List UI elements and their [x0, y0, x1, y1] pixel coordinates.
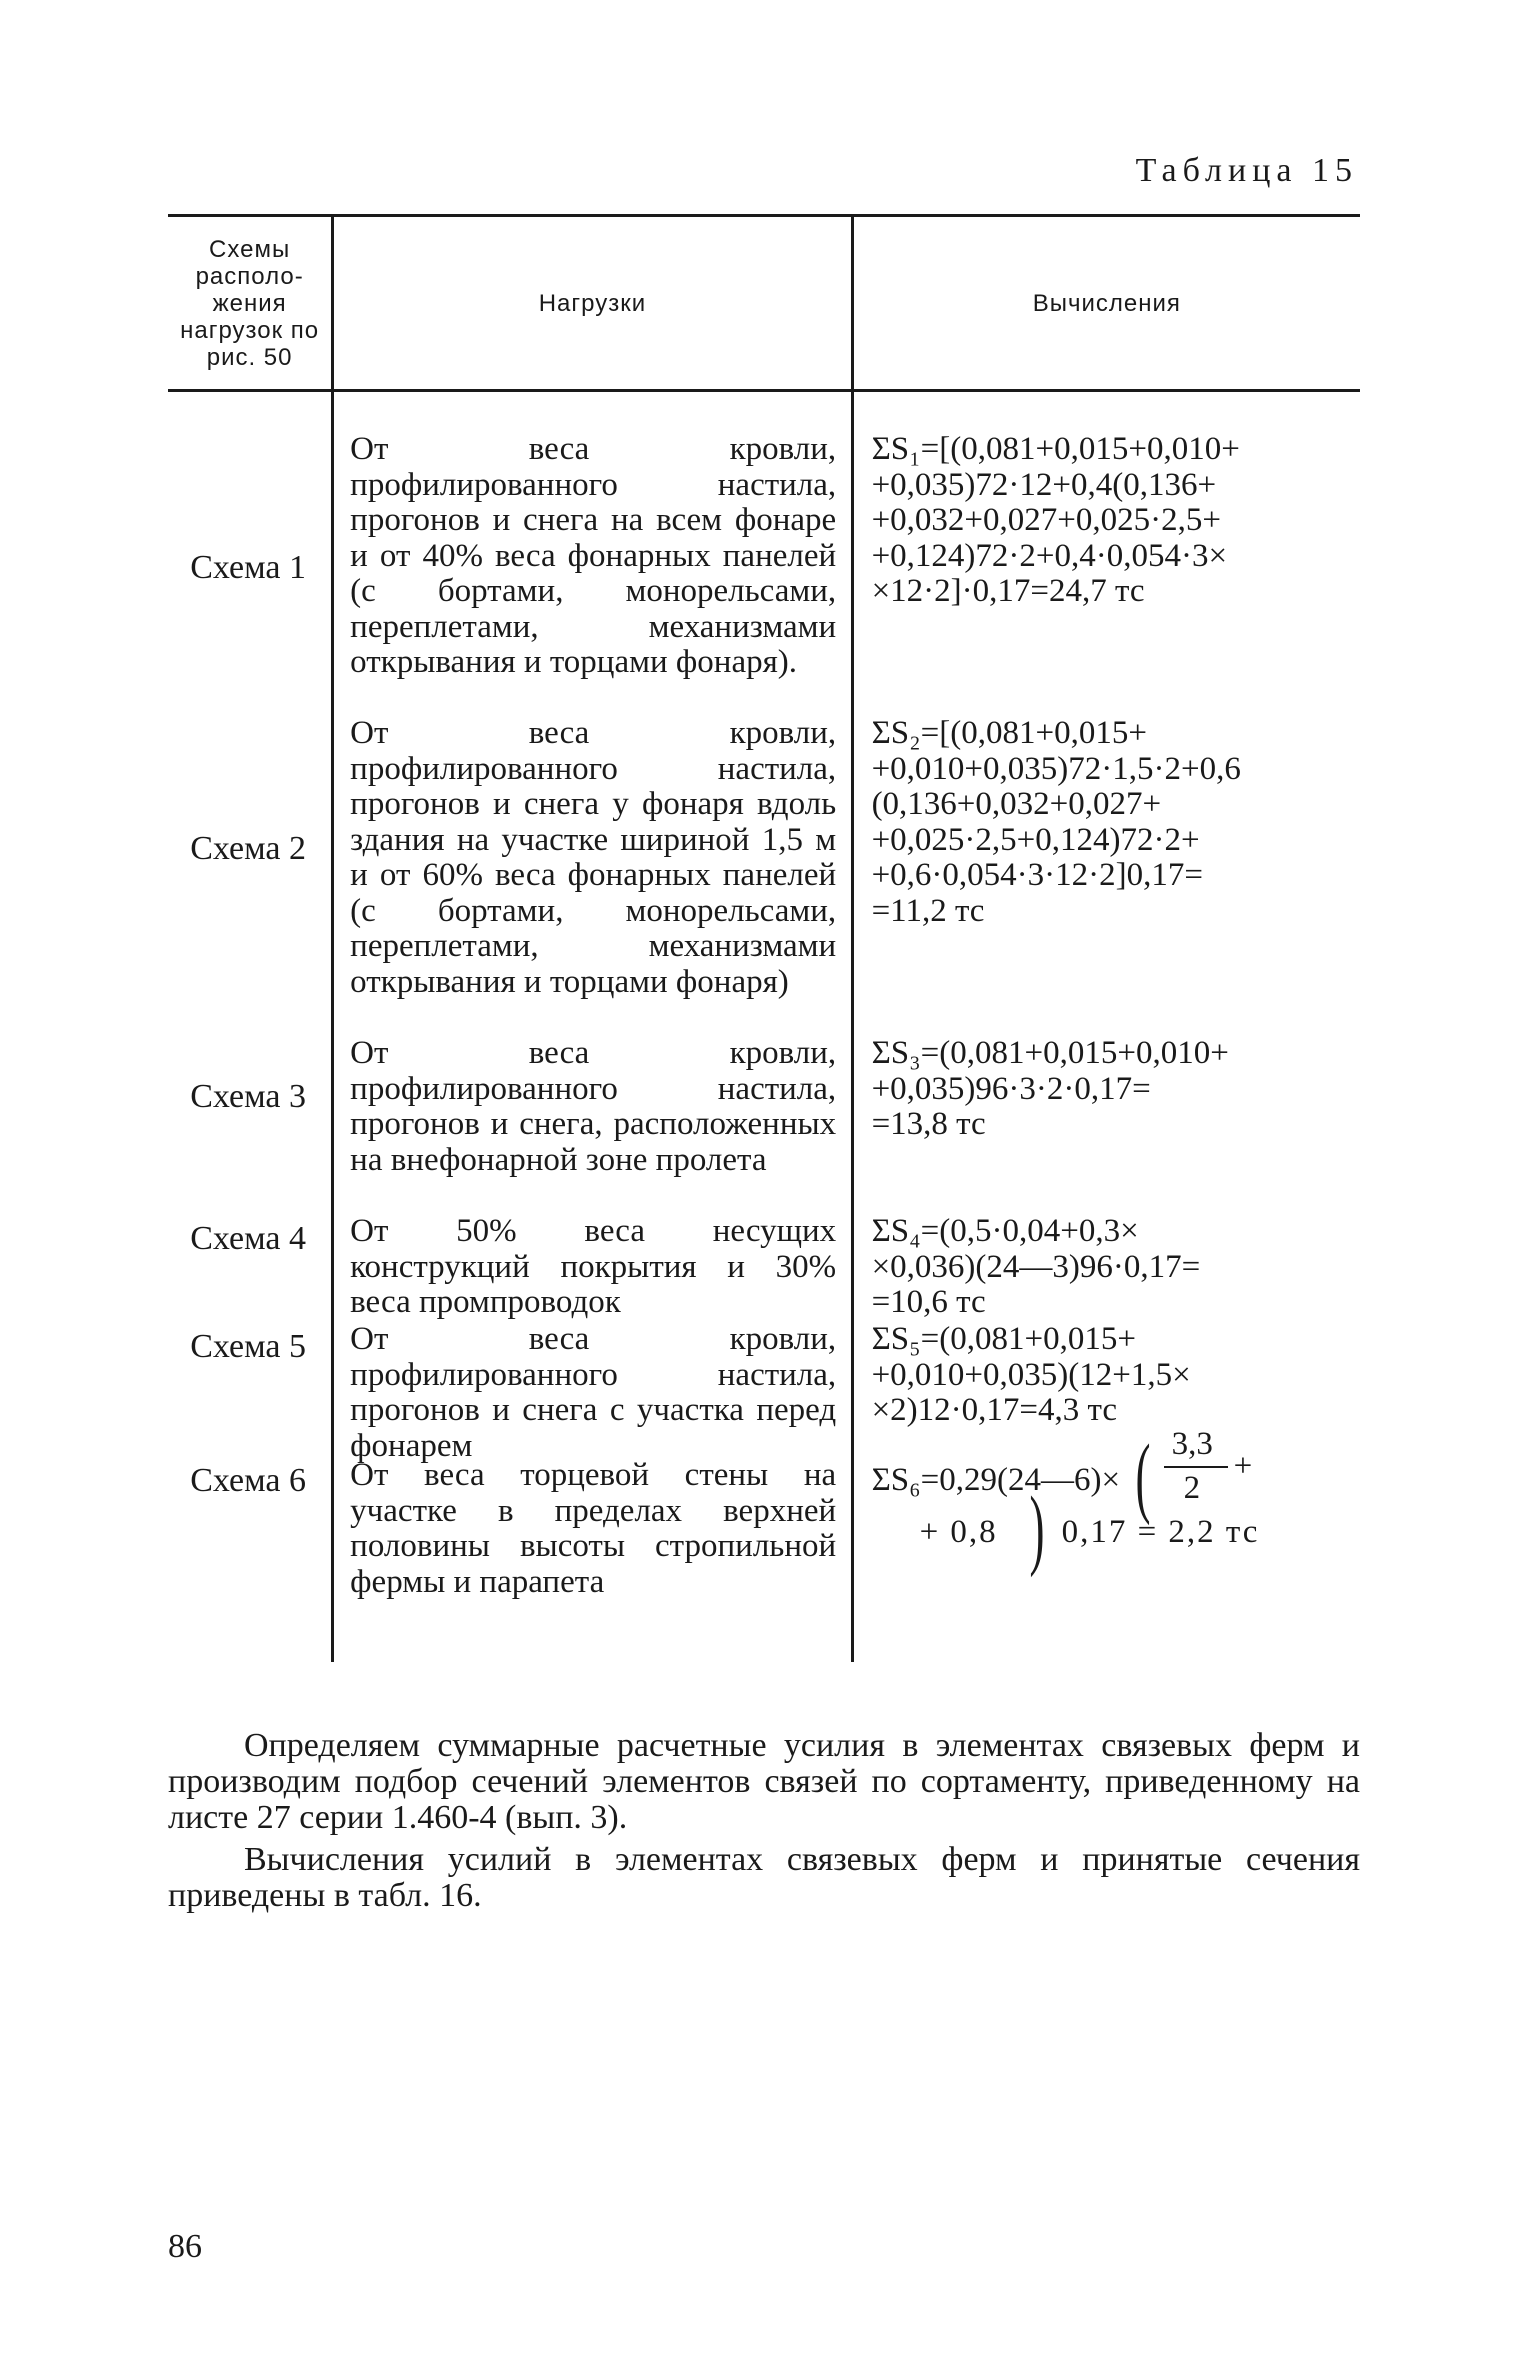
- table-caption: Таблица 15: [1135, 152, 1358, 189]
- load-text-4: От 50% веса несущих конструкций покрытия и 30% веса промпроводок: [350, 1213, 837, 1320]
- formula6-plus: +: [1233, 1448, 1253, 1484]
- formula6-numerator: 3,3: [1171, 1426, 1213, 1462]
- load-text-1: От веса кровли, профилированного настила, прогонов и снега на всем фонаре и от 40% веса фонарных панелей (с бортами, монорельсами, переплетами, механизмами открывания и торцами фонаря).: [350, 431, 837, 680]
- load-text-3: От веса кровли, профилированного настила, прогонов и снега, расположенных на внефонарной зоне пролета: [350, 1035, 837, 1178]
- scheme-label-1: Схема 1: [190, 549, 306, 586]
- scheme-label-2: Схема 2: [190, 830, 306, 867]
- scheme-label-5: Схема 5: [190, 1328, 306, 1365]
- scheme-label-6: Схема 6: [190, 1462, 306, 1499]
- calc-text-5: ΣS₅=(0,081+0,015+ +0,010+0,035)(12+1,5× ×2)12·0,17=4,3 тс: [871, 1321, 1191, 1428]
- formula6-fraction-bar: [1164, 1466, 1228, 1468]
- header-loads: Нагрузки: [331, 217, 850, 389]
- load-text-6: От веса торцевой стены на участке в пределах верхней половины высоты стропильной фермы и парапета: [350, 1457, 837, 1600]
- scheme-label-3: Схема 3: [190, 1078, 306, 1115]
- formula6-denominator: 2: [1183, 1470, 1201, 1506]
- loads-table: [168, 214, 1360, 1662]
- table-body: [168, 392, 1360, 1662]
- header-schemes: Схемы располо-жения нагрузок по рис. 50: [180, 235, 320, 371]
- table-header: [168, 217, 1360, 392]
- formula6-left-paren: (: [1135, 1427, 1151, 1526]
- calc-text-1: ΣS₁=[(0,081+0,015+0,010+ +0,035)72·12+0,4(0,136+ +0,032+0,027+0,025·2,5+ +0,124)72·2+0,4·0,054·3× ×12·2]·0,17=24,7 тс: [871, 431, 1240, 609]
- formula6-right-paren: ): [1029, 1479, 1045, 1578]
- calculations-column: [851, 392, 1360, 1662]
- calc-formula-6: [871, 1422, 1360, 1578]
- schemes-column: [168, 392, 331, 1662]
- paragraph-1: Определяем суммарные расчетные усилия в элементах связевых ферм и производим подбор сечений элементов связей по сортаменту, приведенному на листе 27 серии 1.460-4 (вып. 3).: [168, 1727, 1360, 1836]
- formula6-part-a: ΣS₆=0,29(24—6)×: [871, 1462, 1121, 1498]
- paragraph-2: Вычисления усилий в элементах связевых ферм и принятые сечения приведены в табл. 16.: [168, 1841, 1360, 1914]
- load-text-5: От веса кровли, профилированного настила, прогонов и снега с участка перед фонарем: [350, 1321, 837, 1464]
- calc-text-2: ΣS₂=[(0,081+0,015+ +0,010+0,035)72·1,5·2+0,6 (0,136+0,032+0,027+ +0,025·2,5+0,124)72·2+ +0,6·0,054·3·12·2]0,17= =11,2 тс: [871, 715, 1241, 929]
- formula6-part-c: 0,17 = 2,2 тс: [1061, 1514, 1260, 1550]
- formula6-part-b: + 0,8: [919, 1514, 998, 1550]
- page-number: 86: [168, 2228, 202, 2265]
- load-text-2: От веса кровли, профилированного настила, прогонов и снега у фонаря вдоль здания на участке шириной 1,5 м и от 60% веса фонарных панелей (с бортами, монорельсами, переплетами, механизмами открывания и торцами фонаря): [350, 715, 837, 1000]
- scheme-label-4: Схема 4: [190, 1220, 306, 1257]
- loads-column: [331, 392, 850, 1662]
- calc-text-4: ΣS₄=(0,5·0,04+0,3× ×0,036)(24—3)96·0,17= =10,6 тс: [871, 1213, 1201, 1320]
- calc-text-3: ΣS₃=(0,081+0,015+0,010+ +0,035)96·3·2·0,17= =13,8 тс: [871, 1035, 1229, 1142]
- header-calculations: Вычисления: [851, 217, 1360, 389]
